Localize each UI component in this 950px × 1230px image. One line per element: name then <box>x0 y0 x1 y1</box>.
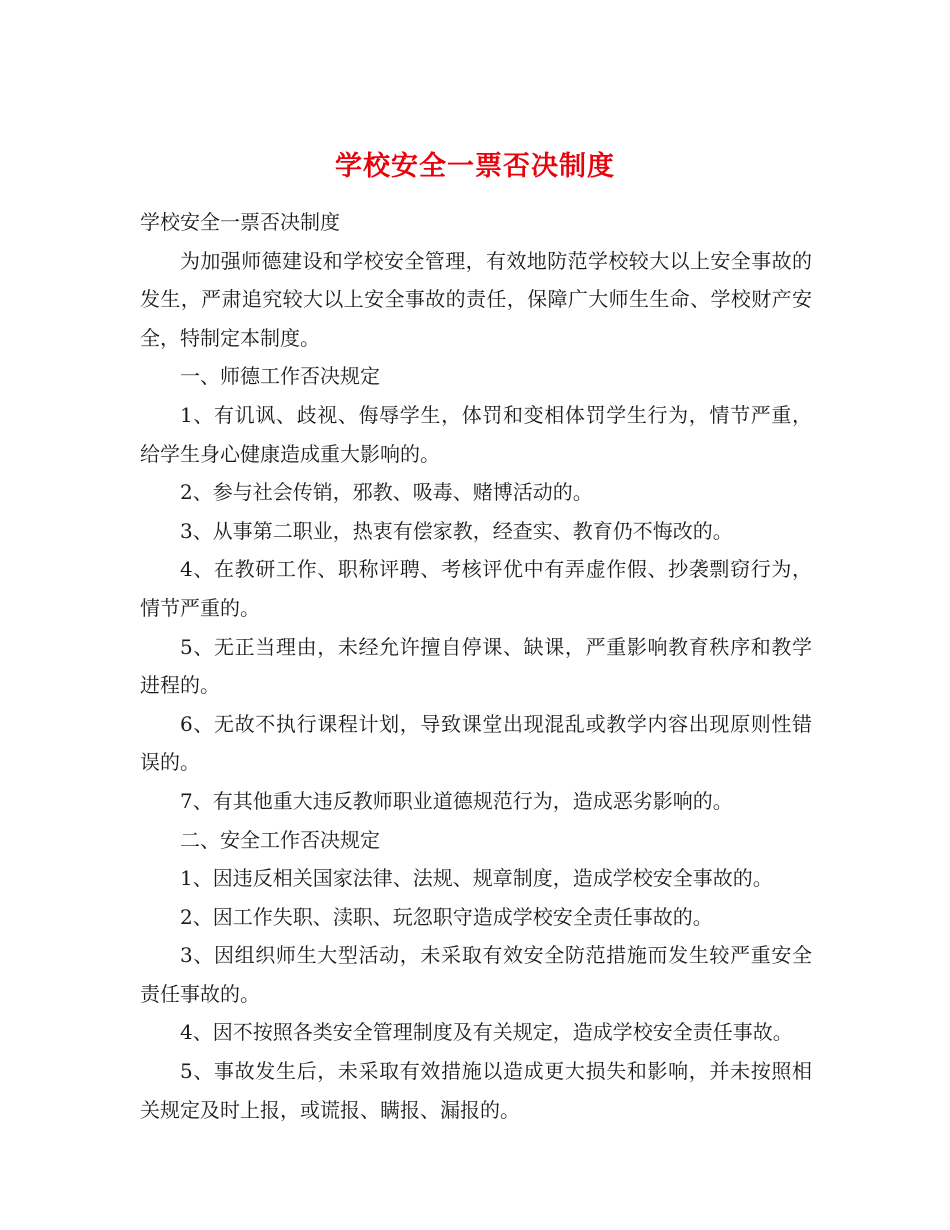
list-item: 5、无正当理由，未经允许擅自停课、缺课，严重影响教育秩序和教学进程的。 <box>140 634 812 698</box>
list-item: 4、因不按照各类安全管理制度及有关规定，造成学校安全责任事故。 <box>180 1020 793 1045</box>
list-item: 1、因违反相关国家法律、法规、规章制度，造成学校安全事故的。 <box>180 866 773 891</box>
intro-paragraph: 为加强师德建设和学校安全管理，有效地防范学校较大以上安全事故的发生，严肃追究较大以上安全事故的责任，保障广大师生生命、学校财产安全，特制定本制度。 <box>140 248 812 350</box>
list-item: 7、有其他重大违反教师职业道德规范行为，造成恶劣影响的。 <box>180 788 733 813</box>
document-body <box>140 203 812 1129</box>
list-item: 3、从事第二职业，热衷有偿家教，经查实、教育仍不悔改的。 <box>180 518 733 543</box>
section-heading-ethics: 一、师德工作否决规定 <box>180 364 380 389</box>
list-item: 4、在教研工作、职称评聘、考核评优中有弄虚作假、抄袭剽窃行为，情节严重的。 <box>140 557 812 620</box>
document-subtitle: 学校安全一票否决制度 <box>140 210 340 234</box>
list-item: 1、有讥讽、歧视、侮辱学生，体罚和变相体罚学生行为，情节严重，给学生身心健康造成重大影响的。 <box>140 402 812 466</box>
section-heading-safety: 二、安全工作否决规定 <box>180 827 380 852</box>
list-item: 3、因组织师生大型活动，未采取有效安全防范措施而发生较严重安全责任事故的。 <box>140 943 812 1006</box>
document-title: 学校安全一票否决制度 <box>335 151 615 183</box>
list-item: 6、无故不执行课程计划，导致课堂出现混乱或教学内容出现原则性错误的。 <box>140 711 812 775</box>
list-item: 2、因工作失职、渎职、玩忽职守造成学校安全责任事故的。 <box>180 904 713 929</box>
list-item: 5、事故发生后，未采取有效措施以造成更大损失和影响，并未按照相关规定及时上报，或谎报、瞒报、漏报的。 <box>140 1059 812 1122</box>
list-item: 2、参与社会传销，邪教、吸毒、赌博活动的。 <box>180 480 593 505</box>
